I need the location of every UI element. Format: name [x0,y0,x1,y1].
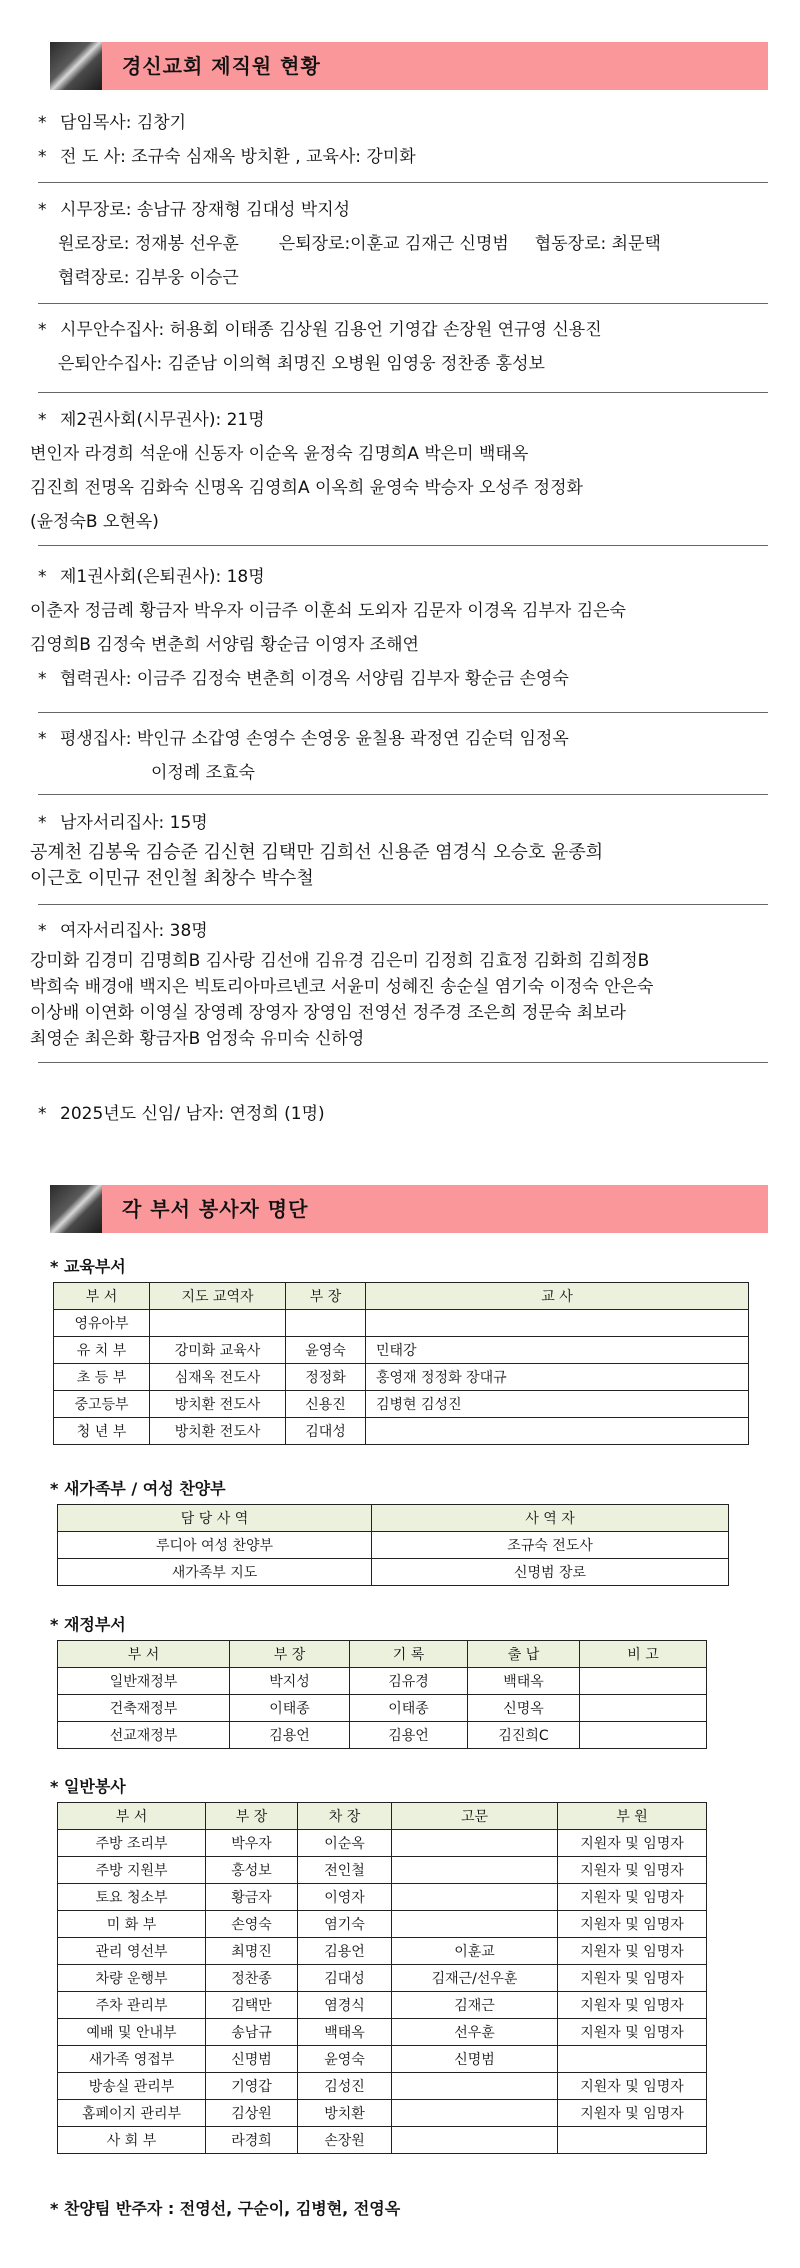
table-header-cell: 비 고 [580,1641,707,1668]
table-cell: 최명진 [206,1938,298,1965]
table-cell: 염경식 [298,1992,392,2019]
table-cell: 손장원 [298,2127,392,2154]
ordained-deacons-block [38,313,768,381]
table-cell [392,1830,558,1857]
table-cell [392,2127,558,2154]
table-cell: 윤영숙 [286,1337,366,1364]
table-cell: 청 년 부 [54,1418,150,1445]
table-cell: 지원자 및 임명자 [558,1884,707,1911]
female-deacons-line: 이상배 이연화 이영실 장영례 장영자 장영임 전영선 정주경 조은희 정문숙 최보라 [30,1003,626,1023]
table-cell: 전인철 [298,1857,392,1884]
male-deacons-line: 공계천 김봉욱 김승준 김신현 김택만 김희선 신용준 염경식 오승호 윤종희 [30,842,604,863]
table-cell: 주방 지원부 [58,1857,206,1884]
finance-table [57,1640,707,1749]
new-family-table [57,1504,729,1586]
table-cell: 김상원 [206,2100,298,2127]
table-cell: 김용언 [298,1938,392,1965]
female-deacons-heading: 여자서리집사: 38명 [60,921,208,941]
table-header-cell: 사 역 자 [372,1505,729,1532]
table-cell: 김용언 [230,1722,350,1749]
table-cell [580,1722,707,1749]
table-cell: 홈페이지 관리부 [58,2100,206,2127]
table-header-cell: 교 사 [366,1283,749,1310]
table-cell [580,1695,707,1722]
second-deaconess-line: 김진희 전명옥 김화숙 신명옥 김영희A 이옥희 윤영숙 박승자 오성주 정정화 [30,478,583,498]
bullet-star-icon: * [38,813,47,833]
table-row [54,1310,749,1337]
table-cell: 영유아부 [54,1310,150,1337]
elders-block [38,193,768,295]
table-row [54,1391,749,1418]
table-cell: 지원자 및 임명자 [558,2019,707,2046]
table-cell [286,1310,366,1337]
female-deacons-block [30,914,768,1052]
table-row [58,1965,707,1992]
table-header-cell: 지도 교역자 [150,1283,286,1310]
female-deacons-line: 박희숙 배경애 백지은 빅토리아마르넨코 서윤미 성혜진 송순실 염기숙 이정숙 안은숙 [30,977,654,997]
table-cell: 주방 조리부 [58,1830,206,1857]
first-deaconess-line: 이춘자 정금례 황금자 박우자 이금주 이훈쇠 도외자 김문자 이경옥 김부자 김은숙 [30,601,626,621]
table-row [58,1884,707,1911]
active-elders-line: 시무장로: 송남규 장재형 김대성 박지성 [60,200,351,220]
table-row [54,1418,749,1445]
table-header-row [58,1641,707,1668]
second-deaconess-line: 변인자 라경희 석운애 신동자 이순옥 윤정숙 김명희A 박은미 백태옥 [30,444,529,464]
table-cell: 김재근/선우훈 [392,1965,558,1992]
education-table [53,1282,749,1445]
bullet-star-icon: * [38,320,47,340]
table-cell: 황금자 [206,1884,298,1911]
general-service-heading: * 일반봉사 [50,1777,126,1796]
table-cell: 미 화 부 [58,1911,206,1938]
table-cell: 초 등 부 [54,1364,150,1391]
choir-accompanists-line: * 찬양팀 반주자 : 전영선, 구순이, 김병현, 전영옥 [50,2199,401,2218]
table-row [58,1938,707,1965]
table-cell: 신명옥 [468,1695,580,1722]
bullet-star-icon: * [38,1104,47,1124]
table-cell: 신명범 [206,2046,298,2073]
table-cell: 관리 영선부 [58,1938,206,1965]
table-header-cell: 기 록 [350,1641,468,1668]
table-header-cell: 부 서 [58,1641,230,1668]
first-deaconess-line: 김영희B 김정숙 변춘희 서양림 황순금 이영자 조해연 [30,635,419,655]
table-cell [580,1668,707,1695]
table-row [58,1695,707,1722]
table-cell: 김용언 [350,1722,468,1749]
table-row [58,2046,707,2073]
table-cell: 백태옥 [468,1668,580,1695]
second-deaconess-heading: 제2권사회(시무권사): 21명 [60,410,265,430]
table-row [54,1337,749,1364]
table-cell: 손영숙 [206,1911,298,1938]
table-cell: 김병현 김성진 [366,1391,749,1418]
table-cell: 강미화 교육사 [150,1337,286,1364]
table-cell: 이영자 [298,1884,392,1911]
table-cell: 홍영재 정정화 장대규 [366,1364,749,1391]
bullet-star-icon: * [38,147,47,167]
table-cell: 라경희 [206,2127,298,2154]
table-header-row [58,1505,729,1532]
table-cell: 방치환 [298,2100,392,2127]
first-deaconess-block [30,560,768,696]
table-cell [392,2073,558,2100]
pastor-line: 담임목사: 김창기 [60,113,187,133]
section1-header [50,42,768,90]
male-deacons-block [30,806,768,892]
section2-title: 각 부서 봉사자 명단 [102,1185,768,1233]
table-cell [558,2127,707,2154]
active-ordained-deacons-line: 시무안수집사: 허용회 이태종 김상원 김용언 기영갑 손장원 연규영 신용진 [60,320,602,340]
table-row [58,1911,707,1938]
senior-elders-line: 원로장로: 정재봉 선우훈 [58,234,239,254]
table-cell: 이태종 [350,1695,468,1722]
evangelist-line: 전 도 사: 조규숙 심재옥 방치환 , 교육사: 강미화 [60,147,416,167]
table-cell [392,1857,558,1884]
table-cell: 중고등부 [54,1391,150,1418]
table-cell: 방치환 전도사 [150,1391,286,1418]
table-cell: 홍성보 [206,1857,298,1884]
divider [38,303,768,304]
table-row [58,2127,707,2154]
male-deacons-line: 이근호 이민규 전인철 최창수 박수철 [30,868,314,889]
table-header-cell: 부 장 [230,1641,350,1668]
table-cell: 토요 청소부 [58,1884,206,1911]
table-cell: 주차 관리부 [58,1992,206,2019]
female-deacons-line: 강미화 김경미 김명희B 김사랑 김선애 김유경 김은미 김정희 김효정 김화희 김희정B [30,951,650,971]
church-logo-image [50,1185,102,1233]
table-row [58,2100,707,2127]
female-deacons-line: 최영순 최은화 황금자B 엄정숙 유미숙 신하영 [30,1029,365,1049]
table-cell: 신명범 장로 [372,1559,729,1586]
table-cell [366,1310,749,1337]
table-header-cell: 부 장 [286,1283,366,1310]
table-cell: 지원자 및 임명자 [558,1992,707,2019]
table-cell: 김유경 [350,1668,468,1695]
table-cell: 김진희C [468,1722,580,1749]
table-cell [392,1911,558,1938]
general-service-table [57,1802,707,2154]
table-row [58,2073,707,2100]
table-header-cell: 차 장 [298,1803,392,1830]
second-deaconess-block [30,403,768,539]
table-cell: 차량 운행부 [58,1965,206,1992]
table-header-cell: 부 원 [558,1803,707,1830]
table-cell: 새가족 영접부 [58,2046,206,2073]
table-header-cell: 담 당 사 역 [58,1505,372,1532]
bullet-star-icon: * [38,921,47,941]
table-cell: 지원자 및 임명자 [558,2100,707,2127]
cooperating-elders-line: 협동장로: 최문택 [534,234,661,254]
table-row [54,1364,749,1391]
table-cell: 송남규 [206,2019,298,2046]
table-header-row [58,1803,707,1830]
table-cell: 김재근 [392,1992,558,2019]
table-cell: 선우훈 [392,2019,558,2046]
table-cell: 심재옥 전도사 [150,1364,286,1391]
divider [38,182,768,183]
table-cell: 사 회 부 [58,2127,206,2154]
table-cell [150,1310,286,1337]
table-cell [558,2046,707,2073]
new-family-heading: * 새가족부 / 여성 찬양부 [50,1479,226,1498]
table-cell: 기영갑 [206,2073,298,2100]
section1-title: 경신교회 제직원 현황 [102,42,768,90]
table-cell: 이순옥 [298,1830,392,1857]
table-cell: 지원자 및 임명자 [558,1830,707,1857]
cooperating-deaconess-line: 협력권사: 이금주 김정숙 변춘희 이경옥 서양림 김부자 황순금 손영숙 [60,669,569,689]
table-cell [392,1884,558,1911]
table-row [58,2019,707,2046]
table-cell: 지원자 및 임명자 [558,1857,707,1884]
table-header-cell: 부 서 [58,1803,206,1830]
table-cell: 이태종 [230,1695,350,1722]
table-cell: 신명범 [392,2046,558,2073]
retired-elders-line: 은퇴장로:이훈교 김재근 신명범 [278,234,509,254]
table-cell: 백태옥 [298,2019,392,2046]
bullet-star-icon: * [38,200,47,220]
bullet-star-icon: * [38,410,47,430]
second-deaconess-line: (윤정숙B 오현옥) [30,512,159,532]
table-row [58,1857,707,1884]
table-row [58,1992,707,2019]
divider [38,1062,768,1063]
table-cell: 선교재정부 [58,1722,230,1749]
table-cell: 김대성 [286,1418,366,1445]
table-cell: 정찬종 [206,1965,298,1992]
table-cell: 이훈교 [392,1938,558,1965]
table-cell: 정정화 [286,1364,366,1391]
table-header-cell: 부 장 [206,1803,298,1830]
first-deaconess-heading: 제1권사회(은퇴권사): 18명 [60,567,265,587]
table-cell: 지원자 및 임명자 [558,1938,707,1965]
male-deacons-heading: 남자서리집사: 15명 [60,813,208,833]
table-cell: 김성진 [298,2073,392,2100]
church-logo-image [50,42,102,90]
table-cell: 윤영숙 [298,2046,392,2073]
table-cell: 민태강 [366,1337,749,1364]
table-cell: 지원자 및 임명자 [558,2073,707,2100]
table-cell: 김대성 [298,1965,392,1992]
new-member-line: 2025년도 신임/ 남자: 연정희 (1명) [60,1104,325,1124]
table-row [58,1532,729,1559]
bullet-star-icon: * [38,567,47,587]
divider [38,904,768,905]
bullet-star-icon: * [38,729,47,749]
lifetime-deacons-line-2: 이정례 조효숙 [151,763,255,783]
table-header-row [54,1283,749,1310]
bullet-star-icon: * [38,669,47,689]
table-cell: 박우자 [206,1830,298,1857]
table-cell: 방송실 관리부 [58,2073,206,2100]
table-row [58,1830,707,1857]
table-row [58,1559,729,1586]
table-cell: 조규숙 전도사 [372,1532,729,1559]
divider [38,545,768,546]
divider [38,794,768,795]
table-cell: 루디아 여성 찬양부 [58,1532,372,1559]
table-cell: 방치환 전도사 [150,1418,286,1445]
table-cell [366,1418,749,1445]
table-cell: 지원자 및 임명자 [558,1911,707,1938]
finance-heading: * 재정부서 [50,1615,126,1634]
table-cell: 지원자 및 임명자 [558,1965,707,1992]
lifetime-deacons-block [38,722,768,790]
table-row [58,1722,707,1749]
table-row [58,1668,707,1695]
table-cell: 건축재정부 [58,1695,230,1722]
table-cell: 김택만 [206,1992,298,2019]
table-cell: 새가족부 지도 [58,1559,372,1586]
divider [38,712,768,713]
retired-ordained-deacons-line: 은퇴안수집사: 김준남 이의혁 최명진 오병원 임영웅 정찬종 홍성보 [58,354,545,374]
table-cell: 일반재정부 [58,1668,230,1695]
bullet-star-icon: * [38,113,47,133]
section2-header [50,1185,768,1233]
table-cell: 예배 및 안내부 [58,2019,206,2046]
table-cell: 박지성 [230,1668,350,1695]
divider [38,392,768,393]
education-heading: * 교육부서 [50,1257,126,1276]
table-header-cell: 고문 [392,1803,558,1830]
table-cell: 염기숙 [298,1911,392,1938]
assisting-elders-line: 협력장로: 김부웅 이승근 [58,268,239,288]
table-header-cell: 부 서 [54,1283,150,1310]
new-member-block [38,1097,768,1131]
table-cell: 유 치 부 [54,1337,150,1364]
table-cell: 신용진 [286,1391,366,1418]
table-header-cell: 출 납 [468,1641,580,1668]
lifetime-deacons-line: 평생집사: 박인규 소갑영 손영수 손영웅 윤칠용 곽정연 김순덕 임정옥 [60,729,569,749]
pastor-block [38,106,768,174]
table-cell [392,2100,558,2127]
